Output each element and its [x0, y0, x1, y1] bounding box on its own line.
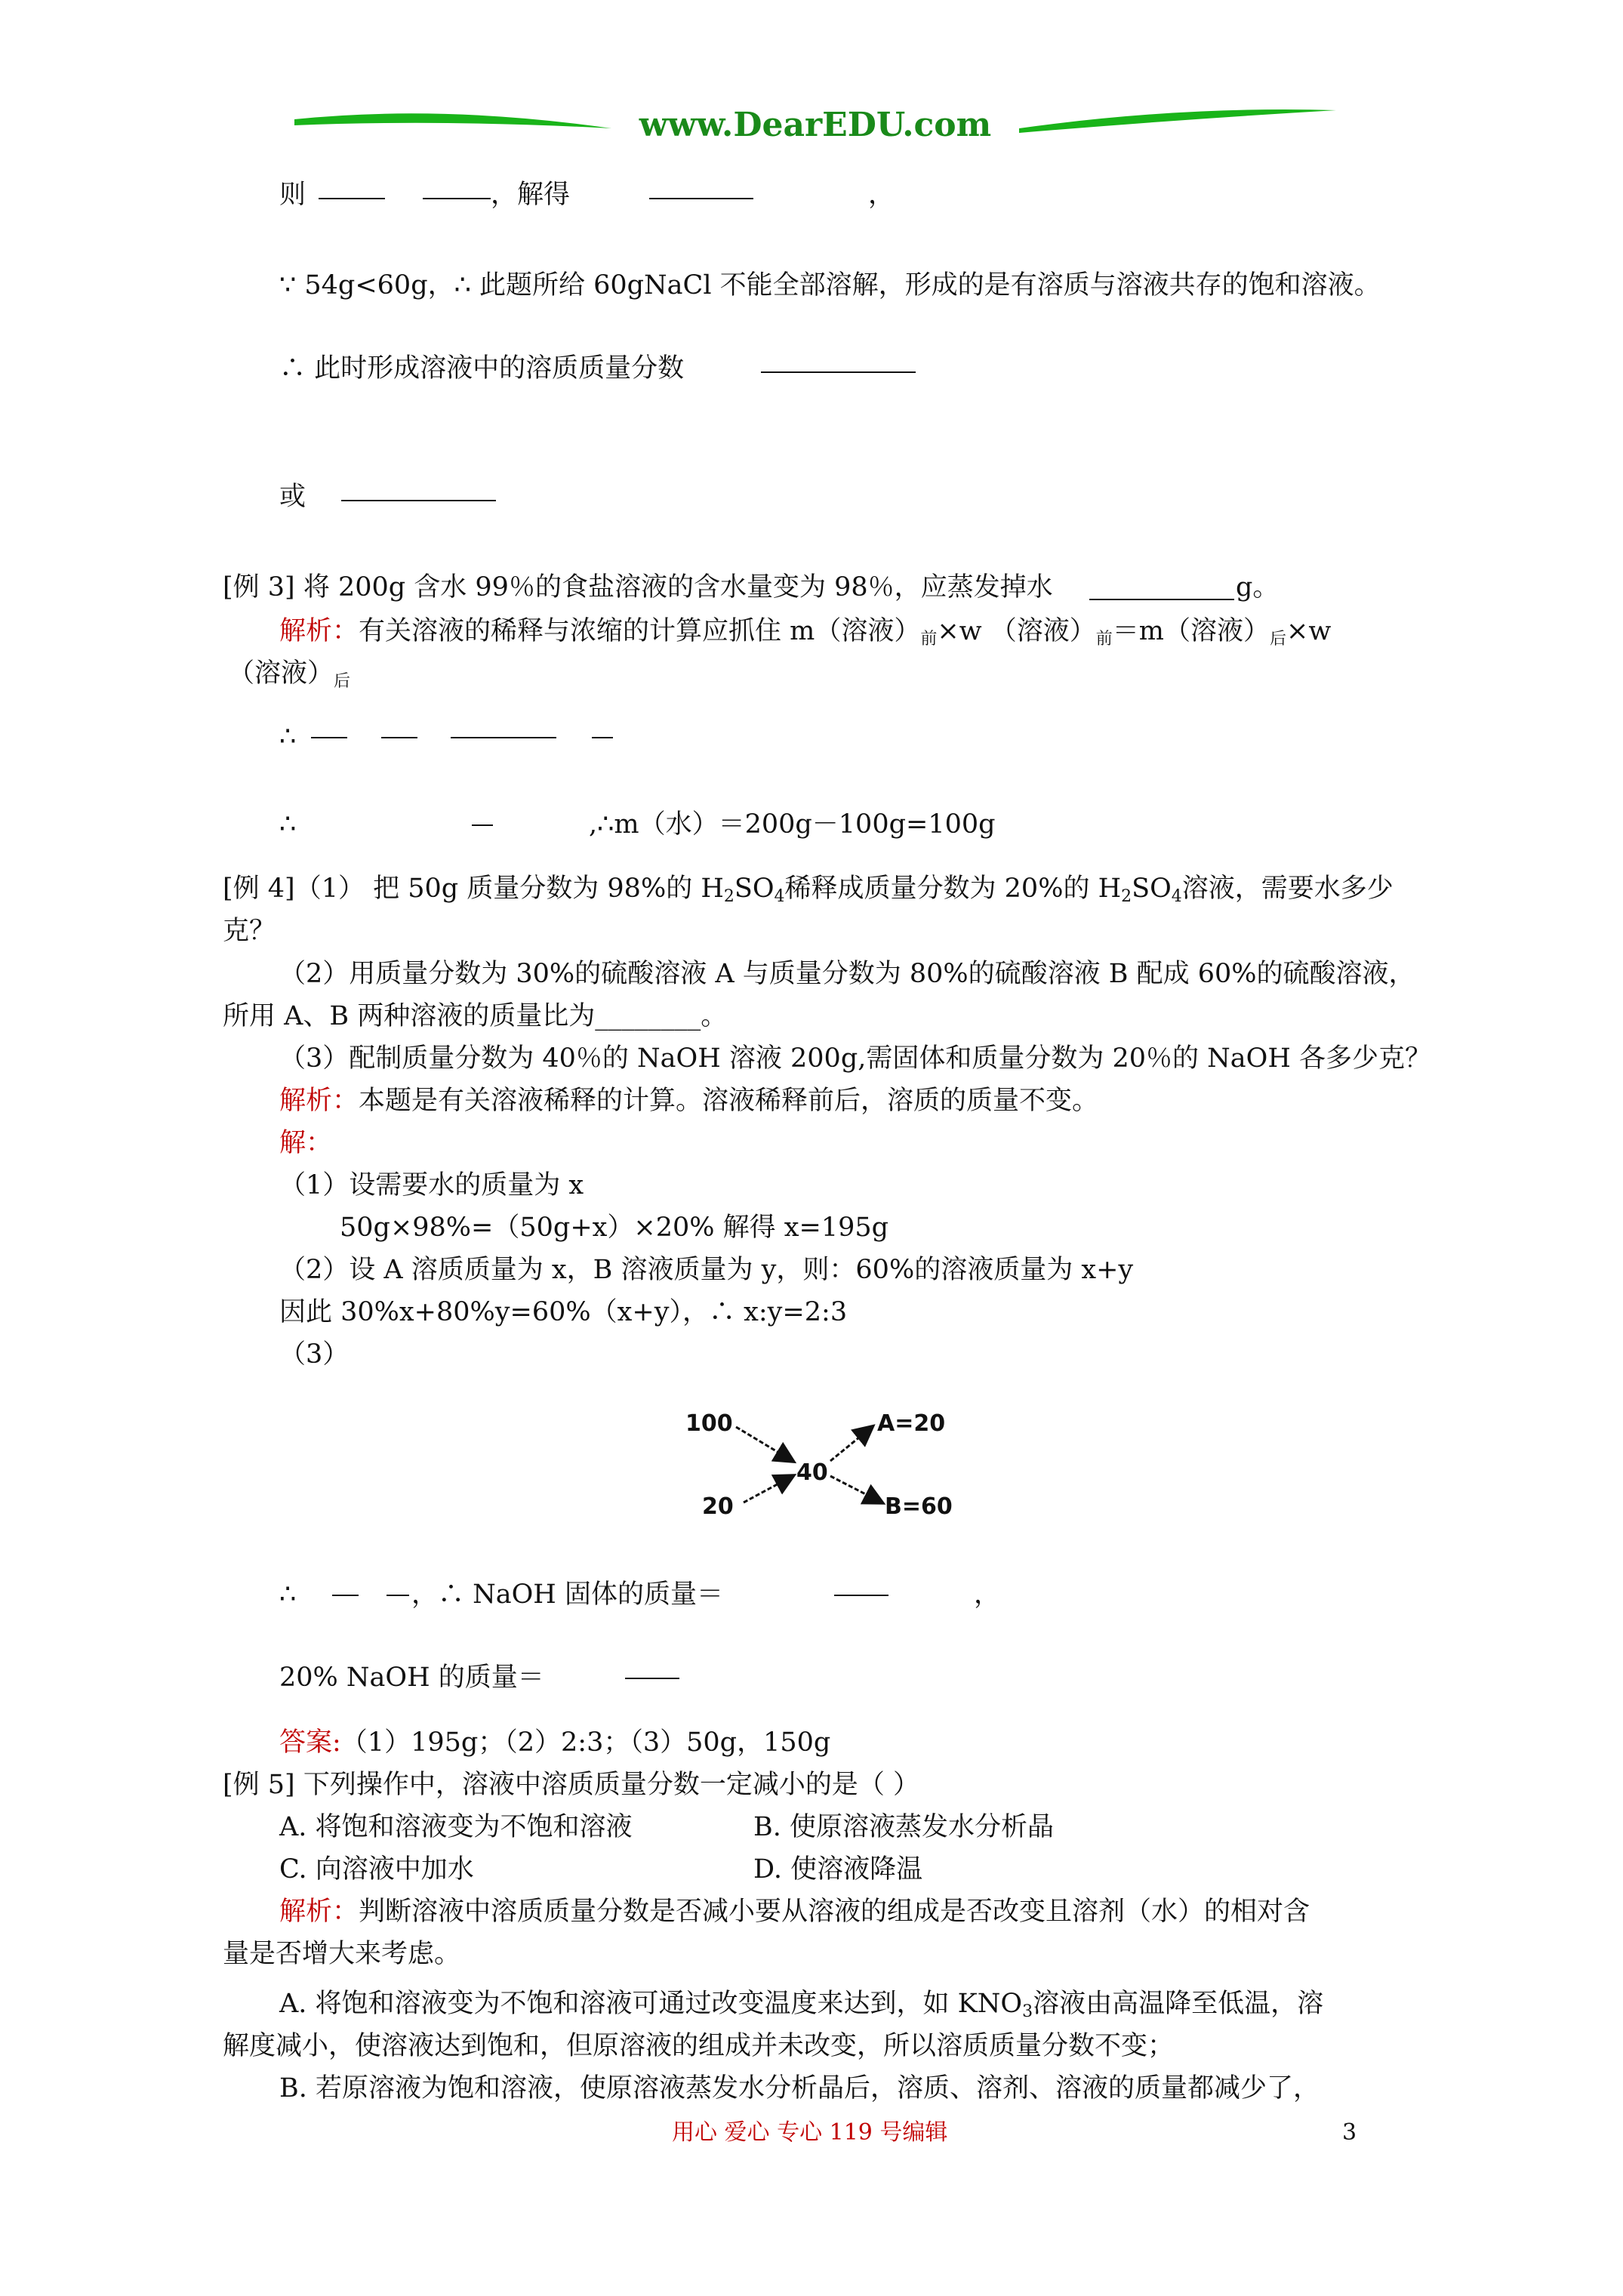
example-4-question-1-cont: 克？ [223, 916, 276, 946]
line-1-start: 则 [279, 180, 306, 210]
option-a-explanation: A. 将饱和溶液变为不饱和溶液可通过改变温度来达到，如 $KNO_3$溶液由高温降至低温，溶 [279, 1989, 1324, 2021]
analysis-label: 解析： [279, 1086, 359, 1116]
fraction-bar [332, 1595, 359, 1596]
solution-step-1-calc: 50g×98%=（50g+x）×20% 解得 x=195g [340, 1213, 889, 1243]
solution-label: 解： [279, 1128, 333, 1158]
example-4-question-1: [例 4]（1） 把 50g 质量分数为 98%的 $H_2SO_4$稀释成质量分数为 20%的 $H_2SO_4$溶液，需要水多少 [223, 874, 1394, 906]
naoh-20-mass: 20% NaOH 的质量＝ [279, 1663, 544, 1693]
example-3-analysis: 解析：有关溶液的稀释与浓缩的计算应抓住 m（溶液）$_前\times w$ （溶液）$_前=m$（溶液）$_后\times w$ [279, 616, 1332, 649]
therefore-symbol: ∴ [279, 722, 297, 752]
option-a: A. 将饱和溶液变为不饱和溶液 [279, 1812, 633, 1842]
fraction-bar [451, 737, 556, 738]
comma: ， [974, 1579, 1001, 1610]
example-3-analysis-cont: （溶液）$_后$ [228, 658, 351, 691]
fraction-bar [761, 371, 916, 373]
option-b-explanation: B. 若原溶液为饱和溶液，使原溶液蒸发水分析晶后，溶质、溶剂、溶液的质量都减少了， [279, 2073, 1320, 2103]
result-a: A=20 [877, 1410, 946, 1437]
footer-editor-note: 用心 爱心 专心 119 号编辑 [672, 2119, 948, 2146]
page-number: 3 [1342, 2119, 1357, 2146]
mass-fraction-line: ∴ 此时形成溶液中的溶质质量分数 [279, 353, 685, 384]
solution-step-3: （3） [279, 1339, 350, 1370]
example-5-analysis-cont: 量是否增大来考虑。 [223, 1939, 461, 1969]
example-4-answer: 答案:（1）195g；（2）2:3；（3）50g，150g [279, 1727, 831, 1758]
cross-method-diagram [679, 1401, 966, 1533]
option-b: B. 使原溶液蒸发水分析晶 [753, 1812, 1054, 1842]
example-5-question: [例 5] 下列操作中，溶液中溶质质量分数一定减小的是（ ） [223, 1770, 919, 1800]
fraction-bar [341, 500, 496, 501]
line-1-solve: ，解得 [491, 180, 571, 210]
example-3-result: ,∴m（水）＝200g－100g=100g [589, 809, 996, 840]
naoh-solid-mass: ，∴ NaOH 固体的质量＝ [411, 1579, 723, 1610]
solution-step-2: （2）设 A 溶质质量为 x，B 溶液质量为 y，则：60%的溶液质量为 x+y [279, 1255, 1134, 1285]
value-100: 100 [685, 1410, 733, 1437]
therefore-symbol: ∴ [279, 809, 297, 840]
left-swoosh [294, 113, 611, 128]
fraction-bar [319, 198, 385, 199]
answer-label: 答案: [279, 1727, 341, 1758]
fraction-bar [381, 737, 417, 738]
example-4-analysis: 解析：本题是有关溶液稀释的计算。溶液稀释前后，溶质的质量不变。 [279, 1086, 1099, 1116]
fraction-bar [592, 737, 613, 738]
fraction-bar [472, 824, 493, 826]
fraction-bar [649, 198, 753, 199]
site-name: www.DearEDU.com [639, 106, 992, 144]
saturation-note: ∵ 54g<60g，∴ 此题所给 60gNaCl 不能全部溶解，形成的是有溶质与溶液共存的饱和溶液。 [279, 270, 1381, 300]
header-logo [291, 97, 1340, 153]
option-c: C. 向溶液中加水 [279, 1854, 474, 1885]
example-3-unit: g。 [1236, 572, 1280, 603]
example-3-question: [例 3] 将 200g 含水 99％的食盐溶液的含水量变为 98％，应蒸发掉水 [223, 572, 1053, 603]
fraction-bar [834, 1595, 888, 1596]
example-5-analysis: 解析：判断溶液中溶质质量分数是否减小要从溶液的组成是否改变且溶剂（水）的相对含 [279, 1897, 1310, 1927]
answer-blank [1089, 599, 1234, 600]
therefore-symbol: ∴ [279, 1579, 297, 1610]
solution-step-1: （1）设需要水的质量为 x [279, 1170, 584, 1200]
fraction-bar [625, 1678, 679, 1679]
analysis-label: 解析： [279, 616, 359, 646]
right-swoosh [1019, 109, 1336, 133]
value-40: 40 [796, 1459, 828, 1486]
example-4-question-3: （3）配制质量分数为 40％的 NaOH 溶液 200g,需固体和质量分数为 20％的 NaOH 各多少克？ [279, 1043, 1431, 1074]
analysis-label: 解析： [279, 1897, 359, 1927]
example-4-question-2: （2）用质量分数为 30%的硫酸溶液 A 与质量分数为 80%的硫酸溶液 B 配成 60%的硫酸溶液， [279, 959, 1415, 989]
fraction-bar [311, 737, 347, 738]
arrow-40-to-b [830, 1476, 882, 1502]
fraction-bar [423, 198, 491, 199]
example-4-question-2-cont: 所用 A、B 两种溶液的质量比为________。 [223, 1001, 728, 1031]
arrow-40-to-a [830, 1427, 872, 1461]
or-line: 或 [279, 482, 306, 512]
result-b: B=60 [885, 1493, 953, 1520]
value-20: 20 [702, 1493, 734, 1520]
arrow-20-to-40 [744, 1476, 793, 1502]
option-d: D. 使溶液降温 [753, 1854, 923, 1885]
fraction-bar [387, 1595, 409, 1596]
option-a-explanation-cont: 解度减小，使溶液达到饱和，但原溶液的组成并未改变，所以溶质质量分数不变； [223, 2031, 1175, 2061]
arrow-100-to-40 [736, 1427, 793, 1461]
line-1-comma: ， [868, 180, 895, 210]
solution-step-2-calc: 因此 30%x+80%y=60%（x+y），∴ x:y=2:3 [279, 1297, 848, 1327]
